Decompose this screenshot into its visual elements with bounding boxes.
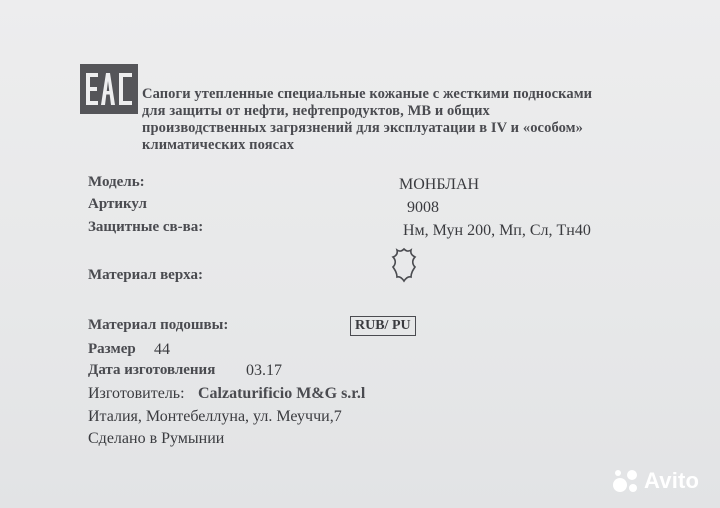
avito-watermark	[612, 468, 699, 494]
size-value: 44	[154, 341, 170, 358]
title-line: производственных загрязнений для эксплуатации в IV и «особом»	[142, 120, 584, 136]
model-label: Модель:	[88, 174, 145, 190]
model-value: МОНБЛАН	[399, 176, 480, 193]
manufacturer-address: Италия, Монтебеллуна, ул. Меуччи,7	[88, 408, 342, 425]
product-title	[142, 86, 702, 154]
title-line: для защиты от нефти, нефтепродуктов, МВ и общих	[142, 103, 490, 119]
country-of-origin: Сделано в Румынии	[88, 430, 225, 447]
upper-material-label: Материал верха:	[88, 267, 203, 283]
protection-label: Защитные св-ва:	[88, 219, 204, 235]
title-line: Сапоги утепленные специальные кожаные с жесткими подносками	[142, 86, 593, 102]
article-value: 9008	[407, 199, 439, 216]
title-line: климатических поясах	[142, 137, 295, 153]
sole-material-label: Материал подошвы:	[88, 317, 229, 333]
protection-value: Нм, Мун 200, Мп, Сл, Тн40	[403, 222, 591, 239]
manufacture-date-value: 03.17	[246, 362, 282, 379]
avito-text: Avito	[644, 468, 700, 493]
sole-material-value: RUB/ PU	[350, 316, 416, 336]
manufacturer-value: Calzaturificio M&G s.r.l	[198, 385, 366, 402]
size-label: Размер	[88, 341, 136, 357]
eac-logo	[80, 64, 138, 114]
article-label: Артикул	[88, 196, 147, 212]
manufacture-date-label: Дата изготовления	[88, 362, 216, 378]
manufacturer-label: Изготовитель:	[88, 385, 185, 402]
leather-icon	[389, 247, 419, 283]
avito-dots-icon	[612, 468, 640, 494]
